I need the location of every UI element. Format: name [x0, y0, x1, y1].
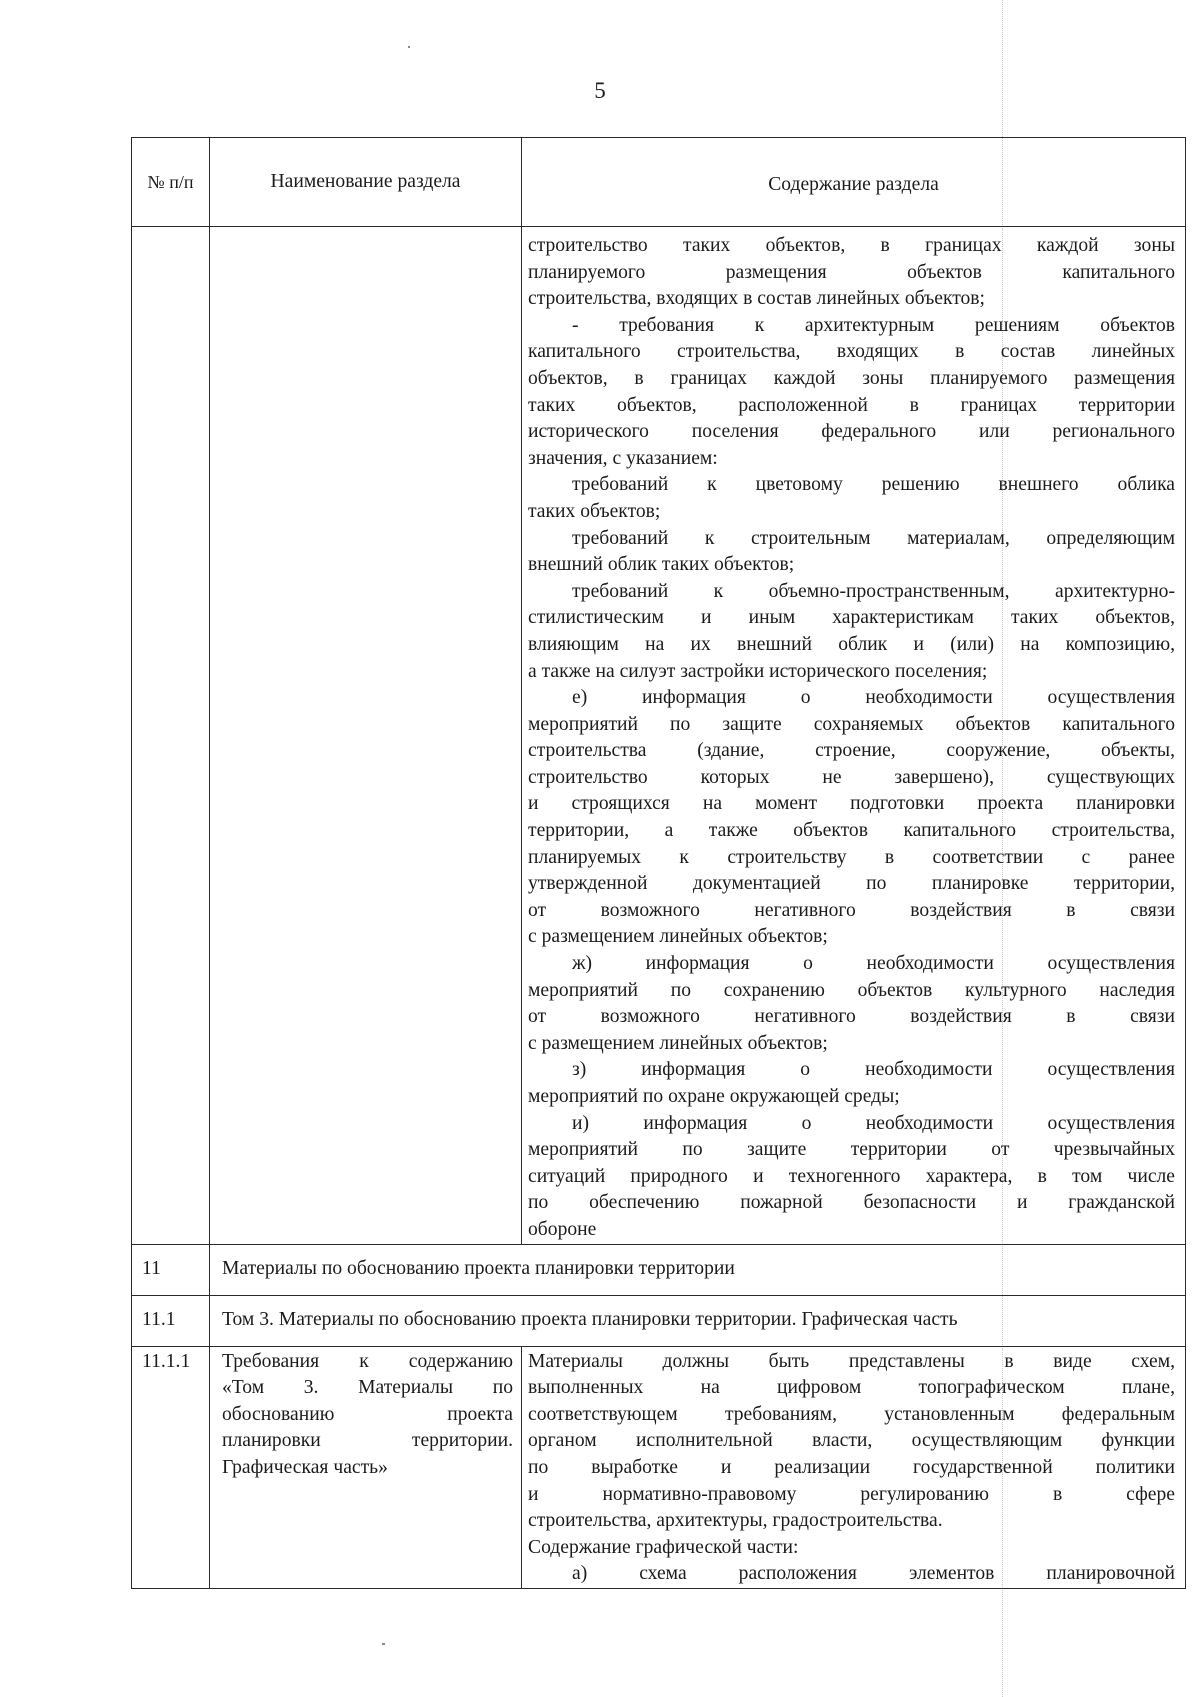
content-line: выполненных на цифровом топографическом плане,	[528, 1377, 1175, 1399]
content-line: значения, с указанием:	[528, 447, 718, 469]
content-line: Содержание графической части:	[528, 1536, 799, 1558]
table-row-11	[132, 1244, 1186, 1295]
content-line: строительство таких объектов, в границах каждой зоны	[528, 235, 1175, 256]
content-line: по выработке и реализации государственной политики	[528, 1456, 1175, 1478]
content-line: требований к объемно-пространственным, архитектурно-	[572, 580, 1175, 602]
table-row-continuation	[132, 227, 1186, 1245]
content-line: мероприятий по защите территории от чрезвычайных	[528, 1139, 1175, 1161]
header-section-content: Содержание раздела	[522, 138, 1186, 227]
row-name-cell	[210, 227, 522, 1245]
content-line: территории, а также объектов капитального строительства,	[528, 820, 1175, 842]
content-line: строительства, архитектуры, градостроительства.	[528, 1510, 943, 1532]
row-content-cell	[522, 227, 1186, 1245]
content-line: ж) информация о необходимости осуществления	[572, 953, 1175, 975]
name-line: «Том 3. Материалы по	[222, 1377, 513, 1399]
content-line: требований к цветовому решению внешнего облика	[572, 474, 1175, 496]
content-line: ситуаций природного и техногенного характера, в том числе	[528, 1165, 1175, 1187]
content-line: от возможного негативного воздействия в связи	[528, 899, 1175, 921]
row-name-cell	[210, 1346, 522, 1588]
table-row-11-1-1	[132, 1346, 1186, 1588]
content-line: мероприятий по сохранению объектов культурного наследия	[528, 979, 1175, 1001]
content-line: е) информация о необходимости осуществления	[572, 687, 1175, 709]
content-line: а также на силуэт застройки исторического поселения;	[528, 660, 988, 682]
name-line: Графическая часть»	[222, 1456, 388, 1478]
content-line: требований к строительным материалам, определяющим	[572, 527, 1175, 549]
page-number: 5	[594, 78, 606, 103]
content-line: стилистическим и иным характеристикам таких объектов,	[528, 607, 1175, 629]
row-content-cell	[522, 1346, 1186, 1588]
content-line: а) схема расположения элементов планировочной	[572, 1563, 1175, 1585]
content-line: органом исполнительной власти, осуществляющим функции	[528, 1430, 1175, 1452]
content-line: строительства (здание, строение, сооружение, объекты,	[528, 740, 1175, 762]
content-line: и нормативно-правовому регулированию в сфере	[528, 1483, 1175, 1505]
content-line: и строящихся на момент подготовки проекта планировки	[528, 793, 1175, 815]
content-line: и) информация о необходимости осуществления	[572, 1112, 1175, 1134]
content-line: таких объектов;	[528, 500, 661, 522]
content-line: влияющим на их внешний облик и (или) на композицию,	[528, 633, 1175, 655]
name-line: планировки территории.	[222, 1430, 513, 1452]
content-line: - требования к архитектурным решениям объектов	[572, 314, 1175, 336]
content-line: утвержденной документацией по планировке территории,	[528, 873, 1175, 895]
requirements-table	[131, 137, 1186, 1589]
content-line: соответствующем требованиям, установленным федеральным	[528, 1403, 1175, 1425]
content-line: с размещением линейных объектов;	[528, 926, 828, 948]
row-number-cell	[132, 227, 210, 1245]
content-line: внешний облик таких объектов;	[528, 554, 795, 576]
content-line: таких объектов, расположенной в границах территории	[528, 394, 1175, 416]
header-number: № п/п	[132, 138, 210, 227]
header-section-name: Наименование раздела	[210, 138, 522, 227]
content-line: строительство которых не завершено), существующих	[528, 766, 1175, 788]
row-number: 11	[132, 1244, 210, 1295]
content-line: капитального строительства, входящих в состав линейных	[528, 341, 1175, 363]
row-title: Том 3. Материалы по обоснованию проекта планировки территории. Графическая часть	[210, 1295, 1186, 1346]
row-title: Материалы по обоснованию проекта планировки территории	[210, 1244, 1186, 1295]
content-line: планируемых к строительству в соответствии с ранее	[528, 846, 1175, 868]
table-header-row	[132, 138, 1186, 227]
scan-speck	[382, 1643, 385, 1645]
content-line: с размещением линейных объектов;	[528, 1032, 828, 1054]
content-line: объектов, в границах каждой зоны планируемого размещения	[528, 367, 1175, 389]
content-line: от возможного негативного воздействия в связи	[528, 1006, 1175, 1028]
content-line: мероприятий по охране окружающей среды;	[528, 1086, 900, 1107]
content-line: Материалы должны быть представлены в виде схем,	[528, 1350, 1175, 1372]
content-line: строительства, входящих в состав линейных объектов;	[528, 288, 985, 310]
table-row-11-1	[132, 1295, 1186, 1346]
scan-speck	[408, 46, 410, 48]
content-line: по обеспечению пожарной безопасности и гражданской	[528, 1192, 1175, 1214]
content-line: обороне	[528, 1218, 597, 1240]
content-line: планируемого размещения объектов капитального	[528, 261, 1175, 283]
content-line: исторического поселения федерального или регионального	[528, 421, 1175, 443]
name-line: Требования к содержанию	[222, 1350, 513, 1372]
content-line: з) информация о необходимости осуществления	[572, 1059, 1175, 1081]
name-line: обоснованию проекта	[222, 1403, 513, 1425]
row-number: 11.1	[132, 1295, 210, 1346]
row-number: 11.1.1	[132, 1346, 210, 1588]
content-line: мероприятий по защите сохраняемых объектов капитального	[528, 713, 1175, 735]
